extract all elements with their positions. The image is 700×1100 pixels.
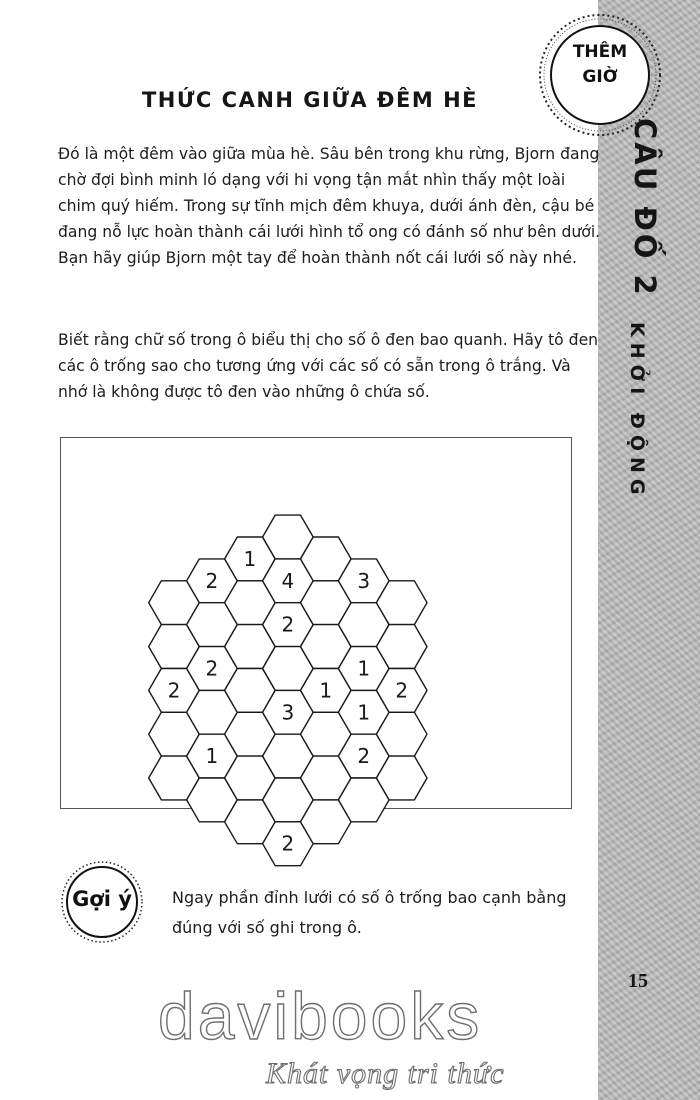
hex-clue-number: 1	[357, 656, 371, 681]
hint-label: Gợi ý	[72, 887, 132, 911]
rules-paragraph: Biết rằng chữ số trong ô biểu thị cho số ô đen bao quanh. Hãy tô đen các ô trống sao cho tương ứng với các số có sẵn trong ô trắng. Và nhớ là không được tô đen vào những ô chứa số.	[58, 331, 599, 401]
hex-clue-number: 2	[167, 678, 181, 703]
hex-clue-number: 1	[205, 744, 219, 769]
hex-clue-number: 1	[243, 546, 257, 571]
page-title: THỨC CANH GIỮA ĐÊM HÈ	[141, 88, 479, 112]
hex-clue-number: 2	[281, 612, 295, 637]
hex-clue-number: 3	[357, 568, 371, 593]
hex-clue-number: 4	[281, 568, 295, 593]
hex-clue-number: 2	[205, 568, 219, 593]
hex-clue-number: 1	[357, 700, 371, 725]
badge-text: THÊM GIỜ	[572, 42, 628, 87]
hex-clue-number: 2	[281, 831, 295, 856]
hint-text: Ngay phần đỉnh lưới có số ô trống bao cạnh bằng đúng với số ghi trong ô.	[172, 888, 567, 937]
story-paragraph: Đó là một đêm vào giữa mùa hè. Sâu bên trong khu rừng, Bjorn đang chờ đợi bình minh ló dạng với hi vọng tận mắt nhìn thấy một loài chim quý hiếm. Trong sự tĩnh mịch đêm khuya, dưới ánh đèn, cậu bé đang nỗ lực hoàn thành cái lưới hình tổ ong có đánh số như bên dưới. Bạn hãy giúp Bjorn một tay để hoàn thành nốt cái lưới số này nhé.	[58, 145, 601, 267]
section-label: KHỞI ĐỘNG	[626, 322, 648, 501]
honeycomb-grid	[60, 437, 572, 856]
hex-clue-number: 1	[319, 678, 333, 703]
hex-clue-number: 2	[205, 656, 219, 681]
publisher-logo: davibooks	[158, 979, 483, 1053]
hex-clue-number: 2	[357, 744, 371, 769]
page-number: 15	[628, 970, 648, 992]
hex-clue-number: 3	[281, 700, 295, 725]
puzzle-number-label: CÂU ĐỐ 2	[628, 118, 662, 298]
publisher-slogan: Khát vọng tri thức	[266, 1057, 505, 1090]
hex-clue-number: 2	[395, 678, 409, 703]
